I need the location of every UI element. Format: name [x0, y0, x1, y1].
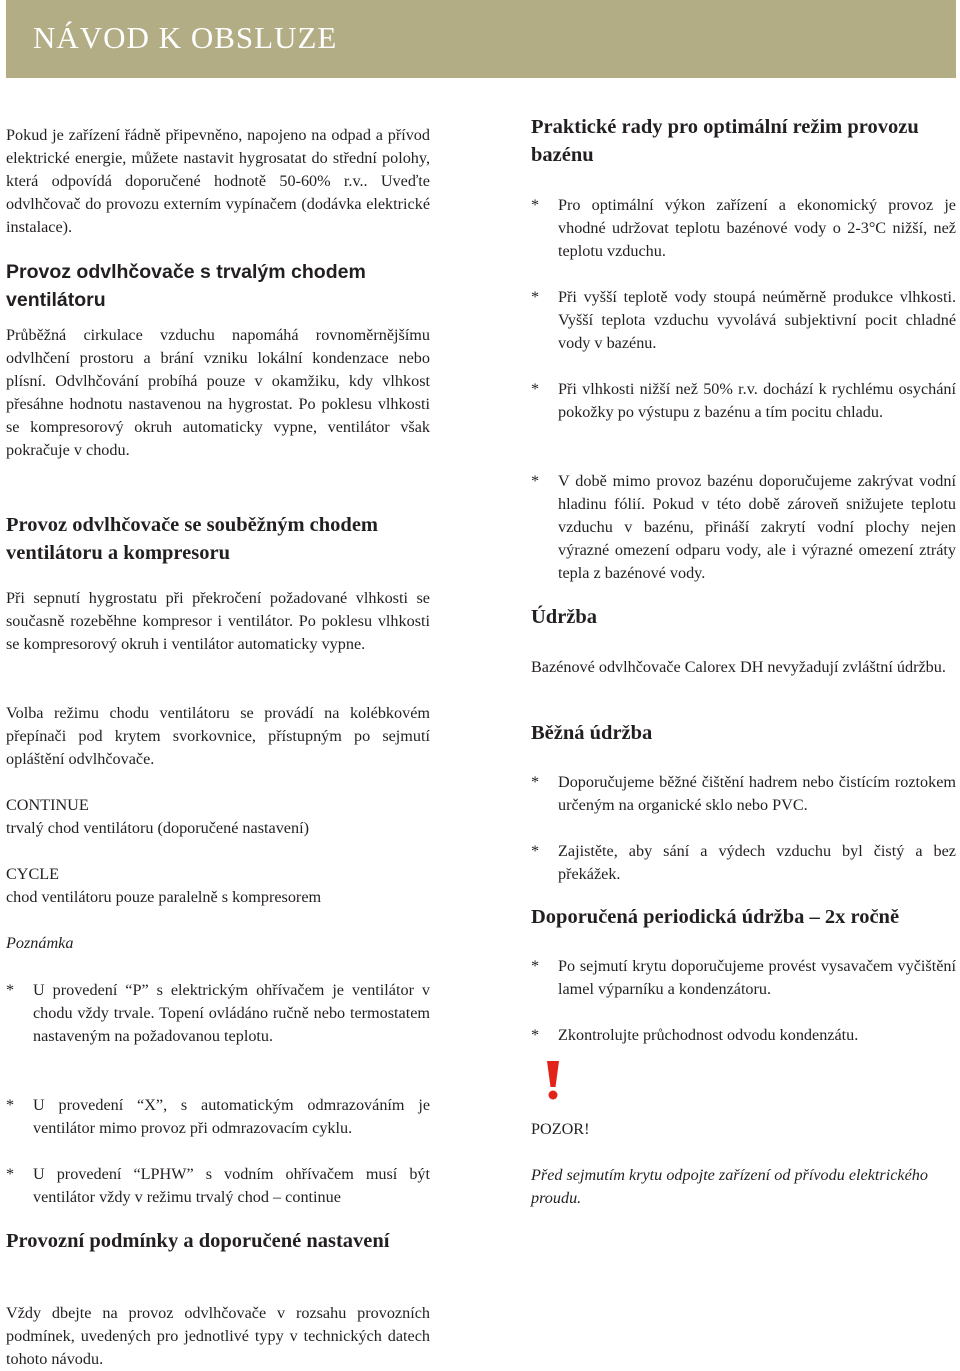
periodic-item — [531, 1024, 956, 1047]
bullet-marker: * — [531, 472, 540, 490]
operating-conditions-paragraph: Vždy dbejte na provoz odvlhčovače v rozsahu provozních podmínek, uvedených pro jednotlivé typy v technických datech tohoto návodu. — [6, 1304, 430, 1368]
tip-item — [531, 470, 956, 585]
warning-text: Před sejmutím krytu odpojte zařízení od přívodu elektrického proudu. — [531, 1166, 928, 1207]
cycle-label: CYCLE — [6, 865, 60, 883]
tip-text: Pro optimální výkon zařízení a ekonomický provoz je vhodné udržovat teplotu bazénové vody o 2-3°C nižší, než teplotu vzduchu. — [558, 196, 956, 260]
routine-text: Zajistěte, aby sání a výdech vzduchu byl čistý a bez překážek. — [558, 842, 956, 883]
tip-text: V době mimo provoz bazénu doporučujeme zakrývat vodní hladinu fólií. Pokud v této době zároveň snižujete teplotu vzduchu v bazénu, přináší zakrytí vodní plochy nejen výrazné omezení odparu vody, ale i výrazné omezení ztráty tepla z bazénové vody. — [558, 472, 956, 582]
bullet-marker: * — [6, 981, 15, 999]
intro-paragraph: Pokud je zařízení řádně připevněno, napojeno na odpad a přívod elektrické energie, můžete nastavit hygrosatat do střední polohy, která odpovídá doporučené hodnotě 50-60% r.v.. Uveďte odvlhčovač do provozu externím vypínačem (dodávka elektrické instalace). — [6, 126, 430, 236]
routine-item — [531, 840, 956, 886]
title-banner — [6, 0, 956, 78]
mode-switch-paragraph: Volba režimu chodu ventilátoru se provádí na kolébkovém přepínači pod krytem svorkovnice, přístupným po sejmutí opláštění odvlhčovače. — [6, 704, 430, 768]
bullet-marker: * — [531, 957, 540, 975]
tip-text: Při vyšší teplotě vody stoupá neúměrně produkce vlhkosti. Vyšší teplota vzduchu vyvolává subjektivní pocit chladné vody v bazénu. — [558, 288, 956, 352]
heading-parallel-mode: Provoz odvlhčovače se souběžným chodem ventilátoru a kompresoru — [6, 514, 379, 564]
bullet-marker: * — [531, 773, 540, 791]
cycle-description: chod ventilátoru pouze paralelně s kompresorem — [6, 888, 322, 906]
bullet-marker: * — [531, 288, 540, 306]
periodic-item — [531, 955, 956, 1001]
bullet-marker: * — [531, 1026, 540, 1044]
warning-label: POZOR! — [531, 1120, 590, 1138]
tip-item — [531, 378, 956, 424]
note-bullet — [6, 1094, 430, 1140]
bullet-marker: * — [531, 380, 540, 398]
continuous-fan-paragraph: Průběžná cirkulace vzduchu napomáhá rovnoměrnějšímu odvlhčení prostoru a brání vzniku lokální kondenzace nebo plísní. Odvlhčování probíhá pouze v okamžiku, kdy vlhkost přesáhne hodnotu nastavenou na hygrostat. Po poklesu vlhkosti se kompresorový okruh automaticky vypne, ventilátor však pokračuje v chodu. — [6, 326, 430, 459]
note-bullet-text: U provedení “LPHW” s vodním ohřívačem musí být ventilátor vždy v režimu trvalý chod – continue — [33, 1165, 430, 1206]
note-bullet — [6, 1163, 430, 1209]
heading-continuous-fan: Provoz odvlhčovače s trvalým chodem ventilátoru — [6, 261, 366, 311]
note-bullet-text: U provedení “X”, s automatickým odmrazováním je ventilátor mimo provoz při odmrazovacím cyklu. — [33, 1096, 430, 1137]
heading-periodic-maintenance: Doporučená periodická údržba – 2x ročně — [531, 906, 900, 928]
continue-description: trvalý chod ventilátoru (doporučené nastavení) — [6, 819, 309, 837]
parallel-mode-paragraph: Při sepnutí hygrostatu při překročení požadované vlhkosti se současně rozeběhne kompresor i ventilátor. Po poklesu vlhkosti se kompresorový okruh i ventilátor automaticky vypne. — [6, 589, 430, 653]
routine-text: Doporučujeme běžné čištění hadrem nebo čistícím roztokem určeným na organické sklo nebo PVC. — [558, 773, 956, 814]
tip-item — [531, 194, 956, 263]
bullet-marker: * — [531, 196, 540, 214]
routine-item — [531, 771, 956, 817]
note-bullet — [6, 979, 430, 1048]
bullet-marker: * — [531, 842, 540, 860]
bullet-marker: * — [6, 1165, 15, 1183]
bullet-marker: * — [6, 1096, 15, 1114]
exclamation-icon — [537, 1061, 569, 1101]
maintenance-paragraph: Bazénové odvlhčovače Calorex DH nevyžadují zvláštní údržbu. — [531, 658, 946, 676]
note-label: Poznámka — [6, 934, 74, 952]
heading-maintenance: Údržba — [531, 606, 598, 628]
continue-label: CONTINUE — [6, 796, 89, 814]
periodic-text: Po sejmutí krytu doporučujeme provést vysavačem vyčištění lamel výparníku a kondenzátoru. — [558, 957, 956, 998]
periodic-text: Zkontrolujte průchodnost odvodu kondenzátu. — [558, 1026, 859, 1044]
heading-routine-maintenance: Běžná údržba — [531, 722, 653, 744]
page-title: NÁVOD K OBSLUZE — [33, 20, 338, 55]
note-bullet-text: U provedení “P” s elektrickým ohřívačem je ventilátor v chodu vždy trvale. Topení ovládáno ručně nebo termostatem nastaveným na požadovanou teplotu. — [33, 981, 430, 1045]
tip-text: Při vlhkosti nižší než 50% r.v. dochází k rychlému osychání pokožky po výstupu z bazénu a tím pocitu chladu. — [558, 380, 956, 421]
tip-item — [531, 286, 956, 355]
heading-practical-tips: Praktické rady pro optimální režim provozu bazénu — [531, 116, 919, 166]
heading-operating-conditions: Provozní podmínky a doporučené nastavení — [6, 1230, 390, 1252]
